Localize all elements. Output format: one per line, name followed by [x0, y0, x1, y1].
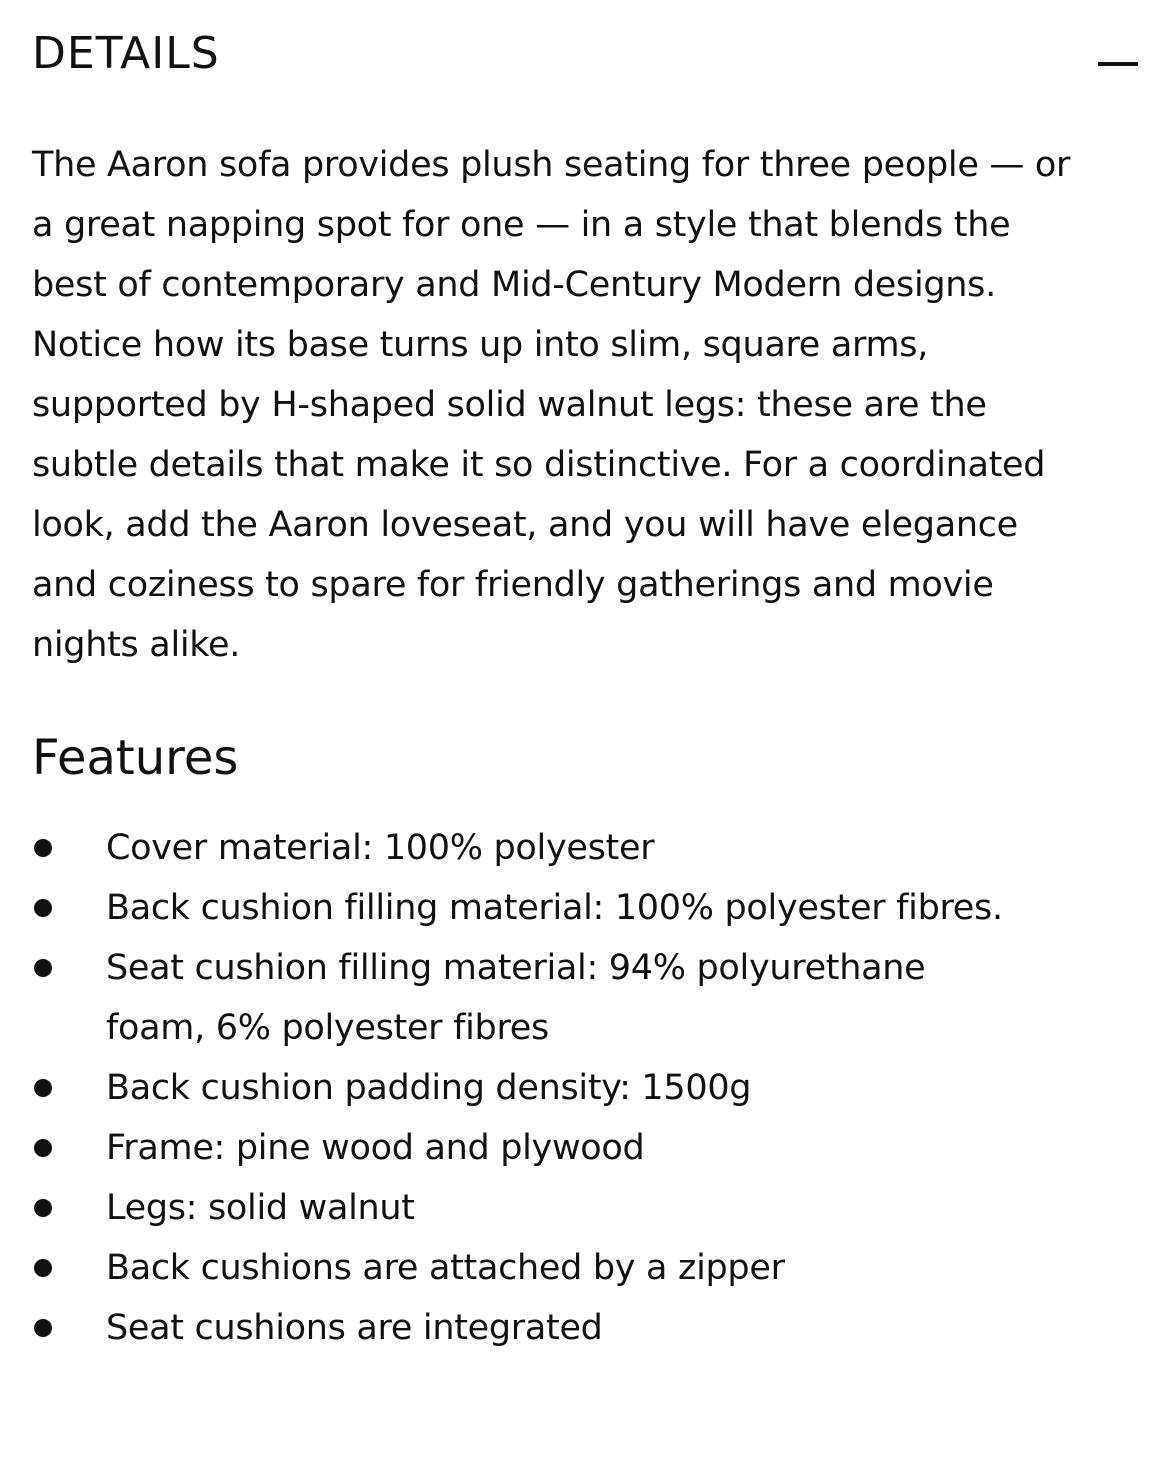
bullet-icon [34, 899, 52, 917]
feature-text: Frame: pine wood and plywood [106, 1128, 645, 1168]
feature-text: Legs: solid walnut [106, 1188, 415, 1228]
bullet-icon [34, 959, 52, 977]
bullet-icon [34, 1079, 52, 1097]
features-heading: Features [32, 730, 239, 786]
feature-text: Cover material: 100% polyester [106, 828, 655, 868]
feature-item [32, 1238, 1032, 1298]
bullet-icon [34, 1199, 52, 1217]
product-description: The Aaron sofa provides plush seating for three people — or a great napping spot for one — in a style that blends the best of contemporary and Mid-Century Modern designs. Notice how its base turns up into slim, square arms, supported by H-shaped solid walnut legs: these are the subtle details that make it so distinctive. For a coordinated look, add the Aaron loveseat, and you will have elegance and coziness to spare for friendly gatherings and movie nights alike. [32, 145, 1071, 665]
bullet-icon [34, 1139, 52, 1157]
feature-item [32, 818, 1032, 878]
features-list [32, 818, 1032, 1358]
bullet-icon [34, 839, 52, 857]
details-title: DETAILS [32, 28, 220, 79]
feature-item [32, 938, 1032, 1058]
feature-item [32, 878, 1032, 938]
bullet-icon [34, 1319, 52, 1337]
feature-text: Seat cushion filling material: 94% polyurethane foam, 6% polyester fibres [106, 948, 926, 1048]
bullet-icon [34, 1259, 52, 1277]
feature-item [32, 1058, 1032, 1118]
feature-item [32, 1178, 1032, 1238]
feature-text: Back cushion filling material: 100% polyester fibres. [106, 888, 1003, 928]
feature-item [32, 1118, 1032, 1178]
feature-text: Seat cushions are integrated [106, 1308, 603, 1348]
feature-item [32, 1298, 1032, 1358]
details-accordion-header[interactable] [32, 22, 1138, 86]
feature-text: Back cushions are attached by a zipper [106, 1248, 785, 1288]
minus-icon[interactable] [1098, 34, 1138, 74]
feature-text: Back cushion padding density: 1500g [106, 1068, 752, 1108]
